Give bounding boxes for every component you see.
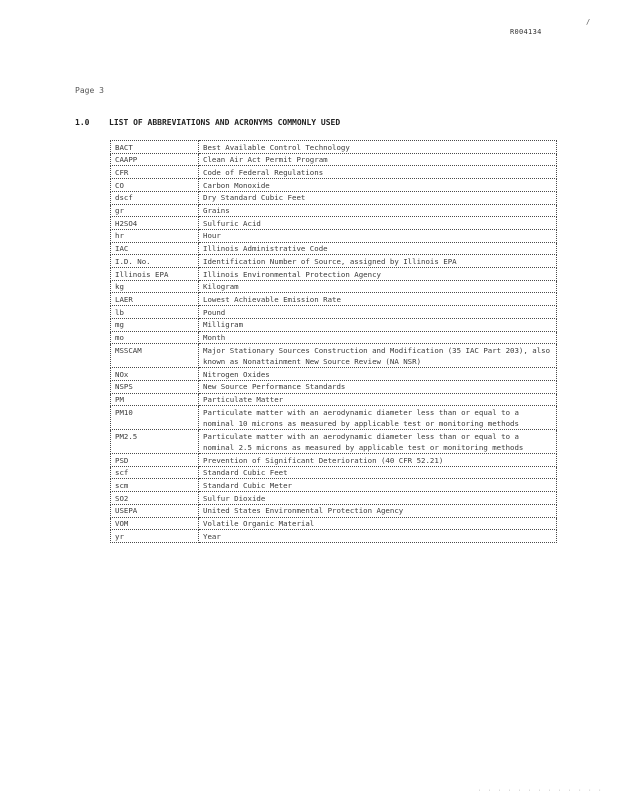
abbreviation-term: CFR <box>111 166 199 179</box>
abbreviation-term: Illinois EPA <box>111 268 199 281</box>
abbreviation-term: BACT <box>111 141 199 154</box>
abbreviation-term: mg <box>111 318 199 331</box>
abbreviation-definition: Best Available Control Technology <box>199 141 557 154</box>
abbreviation-definition: Nitrogen Oxides <box>199 368 557 381</box>
abbreviation-row <box>111 492 557 505</box>
abbreviation-term: lb <box>111 306 199 319</box>
abbreviation-row <box>111 255 557 268</box>
abbreviation-definition: Standard Cubic Feet <box>199 466 557 479</box>
abbreviation-term: NOx <box>111 368 199 381</box>
abbreviation-row <box>111 517 557 530</box>
abbreviation-term: PSD <box>111 454 199 467</box>
abbreviation-definition: Code of Federal Regulations <box>199 166 557 179</box>
abbreviation-definition: Identification Number of Source, assigned by Illinois EPA <box>199 255 557 268</box>
abbreviation-row <box>111 293 557 306</box>
abbreviation-definition: United States Environmental Protection Agency <box>199 504 557 517</box>
section-heading <box>75 118 340 127</box>
abbreviation-definition: Month <box>199 331 557 344</box>
abbreviation-term: IAC <box>111 242 199 255</box>
abbreviation-term: hr <box>111 229 199 242</box>
abbreviation-term: PM10 <box>111 406 199 430</box>
abbreviation-row <box>111 430 557 454</box>
abbreviation-term: dscf <box>111 191 199 204</box>
abbreviation-row <box>111 454 557 467</box>
abbreviation-definition: Illinois Environmental Protection Agency <box>199 268 557 281</box>
abbreviation-row <box>111 504 557 517</box>
abbreviation-row <box>111 166 557 179</box>
abbreviation-row <box>111 179 557 192</box>
abbreviation-definition: Prevention of Significant Deterioration (40 CFR 52.21) <box>199 454 557 467</box>
abbreviation-definition: Particulate matter with an aerodynamic diameter less than or equal to a nominal 2.5 microns as measured by applicable test or monitoring methods <box>199 430 557 454</box>
abbreviation-term: yr <box>111 530 199 543</box>
abbreviation-term: scf <box>111 466 199 479</box>
abbreviation-definition: Major Stationary Sources Construction and Modification (35 IAC Part 203), also known as Nonattainment New Source Review (NA NSR) <box>199 344 557 368</box>
abbreviation-row <box>111 306 557 319</box>
abbreviation-definition: Clean Air Act Permit Program <box>199 153 557 166</box>
abbreviation-definition: Standard Cubic Meter <box>199 479 557 492</box>
abbreviation-definition: Hour <box>199 229 557 242</box>
abbreviation-term: CAAPP <box>111 153 199 166</box>
abbreviation-definition: Sulfuric Acid <box>199 217 557 230</box>
abbreviation-row <box>111 204 557 217</box>
abbreviation-row <box>111 280 557 293</box>
abbreviation-definition: Particulate Matter <box>199 393 557 406</box>
abbreviation-row <box>111 344 557 368</box>
abbreviation-row <box>111 331 557 344</box>
abbreviation-definition: Milligram <box>199 318 557 331</box>
abbreviation-term: kg <box>111 280 199 293</box>
abbreviation-term: VOM <box>111 517 199 530</box>
abbreviation-term: scm <box>111 479 199 492</box>
abbreviation-definition: Pound <box>199 306 557 319</box>
document-id: R004134 <box>510 28 542 36</box>
abbreviation-definition: Kilogram <box>199 280 557 293</box>
abbreviation-definition: Carbon Monoxide <box>199 179 557 192</box>
abbreviation-definition: Lowest Achievable Emission Rate <box>199 293 557 306</box>
abbreviation-definition: Illinois Administrative Code <box>199 242 557 255</box>
corner-mark: / <box>586 18 591 26</box>
abbreviation-term: H2SO4 <box>111 217 199 230</box>
abbreviation-term: NSPS <box>111 380 199 393</box>
abbreviation-definition: Dry Standard Cubic Feet <box>199 191 557 204</box>
abbreviation-definition: Sulfur Dioxide <box>199 492 557 505</box>
abbreviation-definition: Particulate matter with an aerodynamic diameter less than or equal to a nominal 10 microns as measured by applicable test or monitoring methods <box>199 406 557 430</box>
section-number: 1.0 <box>75 118 90 127</box>
abbreviation-row <box>111 380 557 393</box>
abbreviation-definition: Grains <box>199 204 557 217</box>
abbreviation-row <box>111 191 557 204</box>
abbreviation-row <box>111 530 557 543</box>
abbreviation-row <box>111 229 557 242</box>
abbreviation-row <box>111 268 557 281</box>
footer-marks: · · · · · · · · · · · · · <box>478 788 604 794</box>
abbreviation-term: I.D. No. <box>111 255 199 268</box>
abbreviation-term: LAER <box>111 293 199 306</box>
abbreviation-definition: Year <box>199 530 557 543</box>
abbreviation-definition: Volatile Organic Material <box>199 517 557 530</box>
abbreviation-row <box>111 141 557 154</box>
abbreviation-term: mo <box>111 331 199 344</box>
abbreviation-definition: New Source Performance Standards <box>199 380 557 393</box>
abbreviation-row <box>111 217 557 230</box>
abbreviations-table-body <box>111 141 557 543</box>
page-label: Page 3 <box>75 86 104 95</box>
abbreviation-row <box>111 466 557 479</box>
abbreviation-row <box>111 368 557 381</box>
abbreviation-term: PM <box>111 393 199 406</box>
abbreviation-row <box>111 153 557 166</box>
abbreviation-row <box>111 479 557 492</box>
section-title: LIST OF ABBREVIATIONS AND ACRONYMS COMMONLY USED <box>109 118 341 127</box>
abbreviations-table <box>110 140 557 543</box>
abbreviation-row <box>111 242 557 255</box>
abbreviation-row <box>111 318 557 331</box>
abbreviation-term: USEPA <box>111 504 199 517</box>
abbreviation-row <box>111 393 557 406</box>
abbreviation-term: SO2 <box>111 492 199 505</box>
abbreviation-term: CO <box>111 179 199 192</box>
abbreviation-term: MSSCAM <box>111 344 199 368</box>
abbreviation-term: PM2.5 <box>111 430 199 454</box>
abbreviation-row <box>111 406 557 430</box>
abbreviation-term: gr <box>111 204 199 217</box>
